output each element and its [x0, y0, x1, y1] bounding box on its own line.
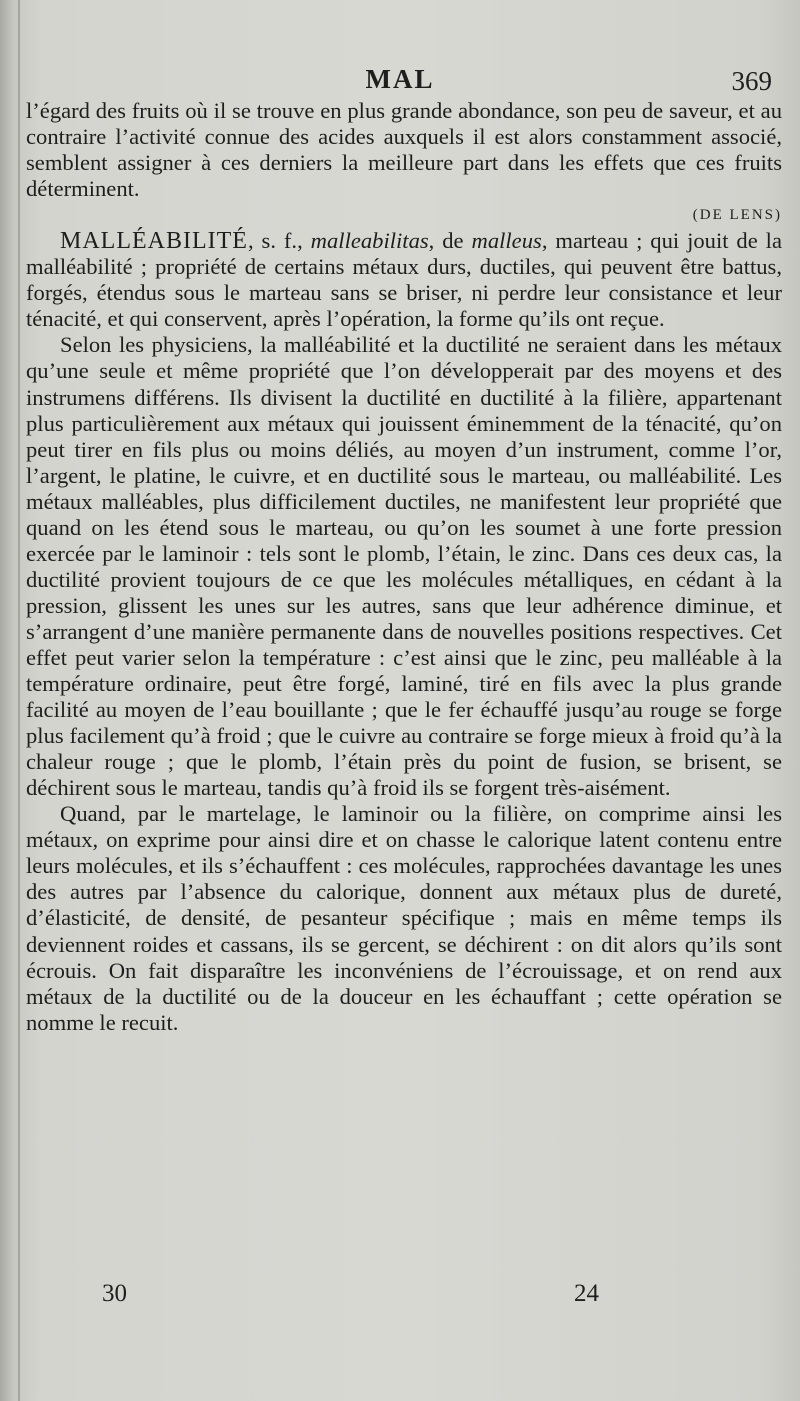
paragraph-4-text: Quand, par le martelage, le laminoir ou la filière, on comprime ainsi les métaux, on exprime pour ainsi dire et on chasse le calorique latent contenu entre leurs molécules, et ils s’échauffent : ces molécules, rapprochées davantage les unes des autres par l’absence du calorique, donnent aux métaux plus de dureté, d’élasticité, de densité, de pesanteur spécifique ; mais en même temps ils deviennent roides et cassans, ils se gercent, se déchirent : on dit alors qu’ils sont écrouis. On fait disparaître les inconvéniens de l’écrouissage, et on rend aux métaux de la ductilité ou de la douceur en les échauffant ; cette opération se nomme le recuit. — [26, 801, 782, 1035]
entry-latin-term: malleabilitas — [310, 228, 429, 254]
paragraph-1 — [26, 98, 782, 202]
entry-connector: , de — [428, 228, 464, 254]
entry-latin-root: malleus — [471, 228, 542, 254]
entry-headword: MALLÉABILITÉ — [60, 228, 248, 255]
author-signature-line — [26, 202, 782, 228]
page-header — [0, 62, 800, 102]
running-head: MAL — [365, 64, 435, 94]
page-body — [26, 98, 782, 1036]
entry-malleabilite — [26, 228, 782, 332]
entry-definition: , marteau ; qui jouit de la malléabilité ; propriété de certains métaux durs, ductiles, qui peuvent être battus, forgés, étendus sous le marteau sans se briser, ni perdre leur consistance et leur ténacité, et qui conservent, après l’opération, la forme qu’ils ont reçue. — [26, 228, 782, 332]
paragraph-1-text: l’égard des fruits où il se trouve en plus grande abondance, son peu de saveur, et au contraire l’activité connue des acides auxquels il est alors constamment associé, semblent assigner à ces derniers la meilleure part dans les effets que ces fruits déterminent. — [26, 98, 782, 202]
paragraph-3-text: Selon les physiciens, la malléabilité et la ductilité ne seraient dans les métaux qu’une seule et même propriété que l’on développerait par des moyens et des instrumens différens. Ils divisent la ductilité en ductilité à la filière, appartenant plus particulièrement aux métaux qui jouissent éminemment de la ténacité, qu’on peut tirer en fils plus ou moins déliés, au moyen d’un instrument, comme l’or, l’argent, le platine, le cuivre, et en ductilité sous le marteau, ou malléabilité. Les métaux malléables, plus difficilement ductiles, ne manifestent leur propriété que quand on les étend sous le marteau, ou qu’on les soumet à une forte pression exercée par le laminoir : tels sont le plomb, l’étain, le zinc. Dans ces deux cas, la ductilité provient toujours de ce que les molécules métalliques, en cédant à la pression, glissent les unes sur les autres, sans que leur adhérence diminue, et s’arrangent d’une manière permanente dans de nouvelles positions respectives. Cet effet peut varier selon la température : c’est ainsi que le zinc, peu malléable à la température ordinaire, peut être forgé, laminé, tiré en fils avec la plus grande facilité au moyen de l’eau bouillante ; que le fer échauffé jusqu’au rouge se forge plus facilement qu’à froid ; que le cuivre au contraire se forge mieux à froid qu’à la chaleur rouge ; que le plomb, l’étain près du point de fusion, se brisent, se déchirent sous le marteau, tandis qu’à froid ils se forgent très-aisément. — [26, 332, 782, 801]
paragraph-3 — [26, 332, 782, 801]
author-signature: (DE LENS) — [692, 207, 782, 224]
sheet-number: 30 — [102, 1280, 127, 1307]
signature-mark: 24 — [574, 1280, 599, 1307]
paragraph-4 — [26, 801, 782, 1035]
page-footer — [0, 1280, 800, 1320]
entry-pos: , s. f., — [247, 228, 303, 254]
page-number: 369 — [731, 66, 772, 96]
